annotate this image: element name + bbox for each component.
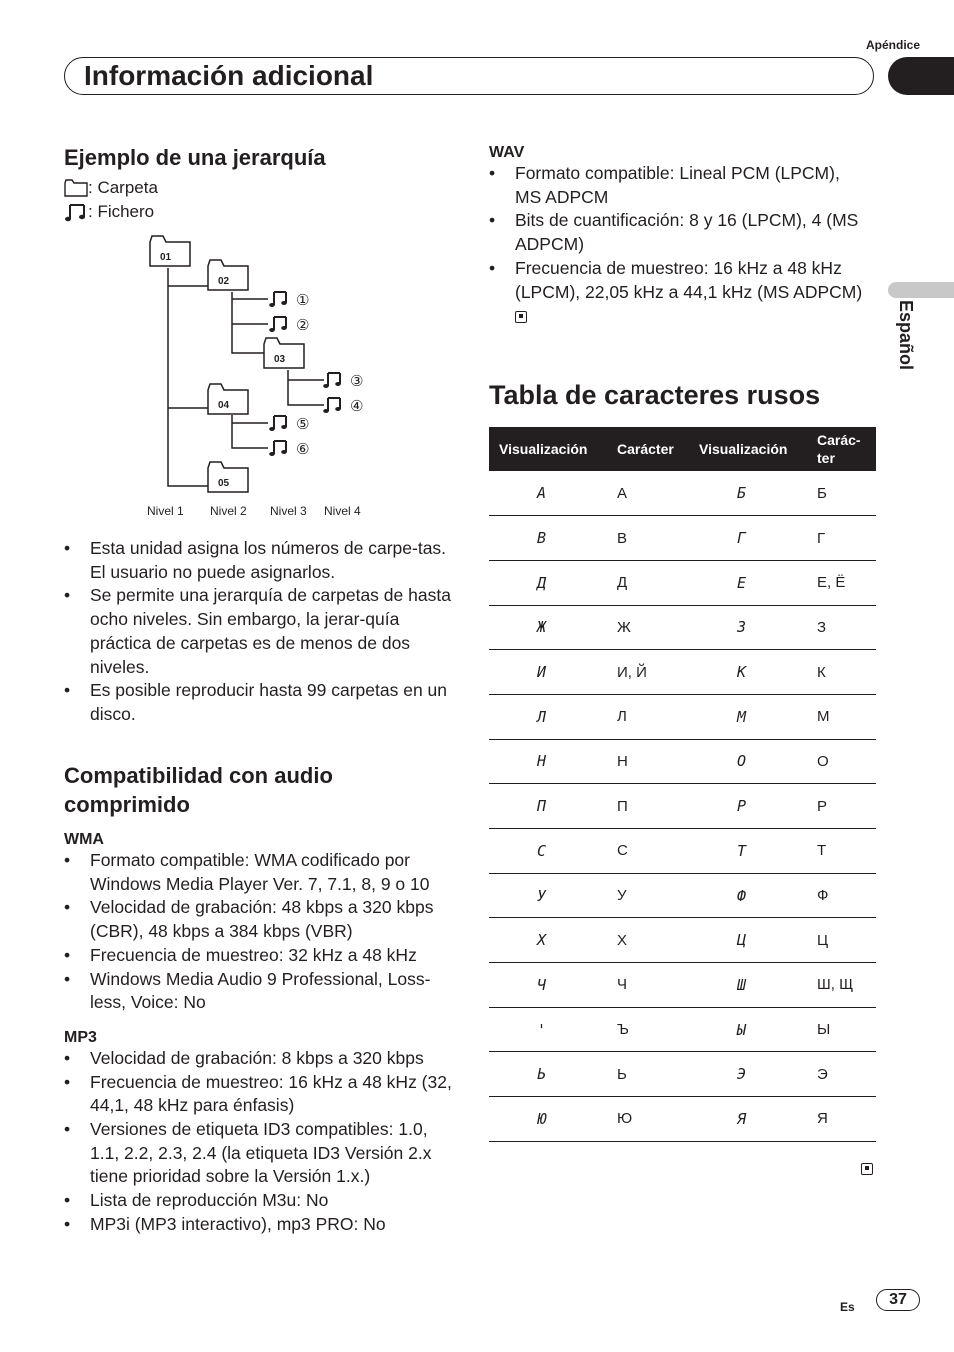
- display-glyph: Б: [689, 471, 807, 516]
- compat-heading: Compatibilidad con audio comprimido: [64, 763, 333, 817]
- list-item: • Esta unidad asigna los números de carpe-tas. El usuario no puede asignarlos.: [64, 537, 454, 584]
- legend-folder: [64, 176, 454, 200]
- display-glyph: И: [489, 650, 607, 695]
- list-item: • Frecuencia de muestreo: 32 kHz a 48 kHz: [64, 944, 454, 968]
- music-note-icon: [64, 202, 88, 222]
- display-glyph: Я: [689, 1097, 807, 1142]
- hierarchy-notes: [64, 537, 454, 727]
- list-item: • Windows Media Audio 9 Professional, Loss-less, Voice: No: [64, 968, 454, 1015]
- list-item: • Versiones de etiqueta ID3 compatibles: 1.0, 1.1, 2.2, 2.3, 2.4 (la etiqueta ID3 Versión 2.x tiene prioridad sobre la Versión 1.x.): [64, 1118, 454, 1189]
- list-item: [489, 257, 869, 328]
- character-cell: Я: [807, 1097, 876, 1142]
- table-row: [489, 1052, 876, 1097]
- list-item: • Es posible reproducir hasta 99 carpetas en un disco.: [64, 679, 454, 726]
- display-glyph: У: [489, 873, 607, 918]
- list-item: • Lista de reproducción M3u: No: [64, 1189, 454, 1213]
- character-cell: Н: [607, 739, 689, 784]
- section-label: Apéndice: [866, 38, 921, 52]
- character-cell: У: [607, 873, 689, 918]
- column-header: Visualización: [689, 427, 807, 471]
- legend-file-text: : Fichero: [88, 202, 155, 221]
- table-row: [489, 963, 876, 1008]
- folder-icon: [64, 179, 88, 197]
- list-item: • Bits de cuantificación: 8 y 16 (LPCM), 4 (MS ADPCM): [489, 209, 869, 256]
- character-cell: Ъ: [607, 1007, 689, 1052]
- display-glyph: Ш: [689, 963, 807, 1008]
- character-cell: П: [607, 784, 689, 829]
- level-label: Nivel 3: [270, 504, 307, 518]
- display-glyph: Ы: [689, 1007, 807, 1052]
- music-note-icon: [269, 415, 309, 433]
- character-cell: С: [607, 829, 689, 874]
- folder-hierarchy-diagram: [140, 232, 380, 522]
- folder-icon: [264, 338, 304, 368]
- display-glyph: П: [489, 784, 607, 829]
- display-glyph: Д: [489, 560, 607, 605]
- display-glyph: Ж: [489, 605, 607, 650]
- level-label: Nivel 4: [324, 504, 361, 518]
- display-glyph: Ч: [489, 963, 607, 1008]
- character-cell: Ш, Щ: [807, 963, 876, 1008]
- list-item: • Velocidad de grabación: 8 kbps a 320 kbps: [64, 1047, 454, 1071]
- mp3-heading: MP3: [64, 1028, 97, 1046]
- folder-icon: [208, 384, 248, 414]
- hierarchy-heading: Ejemplo de una jerarquía: [64, 145, 326, 170]
- display-glyph: E: [689, 560, 807, 605]
- table-row: [489, 560, 876, 605]
- character-cell: К: [807, 650, 876, 695]
- display-glyph: T: [689, 829, 807, 874]
- list-item: • Frecuencia de muestreo: 16 kHz a 48 kHz (32, 44,1, 48 kHz para énfasis): [64, 1071, 454, 1118]
- russian-char-table: [489, 427, 876, 1142]
- folder-number: 03: [274, 354, 286, 365]
- table-row: [489, 650, 876, 695]
- display-glyph: H: [489, 739, 607, 784]
- character-cell: Г: [807, 516, 876, 561]
- wma-heading: WMA: [64, 831, 104, 848]
- display-glyph: Г: [689, 516, 807, 561]
- display-glyph: K: [689, 650, 807, 695]
- folder-icon: [208, 462, 248, 492]
- music-note-icon: [323, 397, 363, 415]
- list-item: • Velocidad de grabación: 48 kbps a 320 kbps (CBR), 48 kbps a 384 kbps (VBR): [64, 896, 454, 943]
- display-glyph: Ф: [689, 873, 807, 918]
- display-glyph: M: [689, 694, 807, 739]
- section-tab: [888, 57, 954, 95]
- legend-folder-text: : Carpeta: [88, 178, 158, 197]
- display-glyph: З: [689, 605, 807, 650]
- display-glyph: Э: [689, 1052, 807, 1097]
- file-number: ③: [350, 372, 364, 390]
- level-label: Nivel 1: [147, 504, 184, 518]
- character-cell: Е, Ё: [807, 560, 876, 605]
- folder-number: 05: [218, 478, 230, 489]
- music-note-icon: [269, 440, 309, 458]
- page-number: 37: [876, 1289, 920, 1311]
- table-row: [489, 471, 876, 516]
- music-note-icon: [269, 291, 309, 309]
- folder-number: 02: [218, 276, 230, 287]
- music-note-icon: [269, 316, 309, 334]
- character-cell: Ж: [607, 605, 689, 650]
- table-row: [489, 516, 876, 561]
- character-cell: И, Й: [607, 650, 689, 695]
- folder-number: 04: [218, 400, 230, 411]
- hierarchy-section: [64, 143, 454, 224]
- level-label: Nivel 2: [210, 504, 247, 518]
- table-row: [489, 1097, 876, 1142]
- character-cell: Х: [607, 918, 689, 963]
- character-cell: Т: [807, 829, 876, 874]
- table-row: [489, 873, 876, 918]
- character-cell: О: [807, 739, 876, 784]
- display-glyph: B: [489, 516, 607, 561]
- table-row: [489, 1007, 876, 1052]
- display-glyph: Ц: [689, 918, 807, 963]
- table-row: [489, 784, 876, 829]
- character-cell: Л: [607, 694, 689, 739]
- table-row: [489, 605, 876, 650]
- display-glyph: Ь: [489, 1052, 607, 1097]
- character-cell: Д: [607, 560, 689, 605]
- display-glyph: P: [689, 784, 807, 829]
- list-item: • Se permite una jerarquía de carpetas de hasta ocho niveles. Sin embargo, la jerar-quía práctica de carpetas es de menos de dos niveles.: [64, 584, 454, 679]
- table-row: [489, 694, 876, 739]
- table-row: [489, 739, 876, 784]
- compat-section: [64, 761, 454, 1237]
- character-cell: А: [607, 471, 689, 516]
- list-item: • MP3i (MP3 interactivo), mp3 PRO: No: [64, 1213, 454, 1237]
- display-glyph: O: [689, 739, 807, 784]
- character-cell: Ц: [807, 918, 876, 963]
- folder-icon: [150, 236, 190, 266]
- table-row: [489, 918, 876, 963]
- character-cell: З: [807, 605, 876, 650]
- file-number: ⑤: [296, 415, 310, 433]
- character-cell: Р: [807, 784, 876, 829]
- column-header: Carácter: [607, 427, 689, 471]
- music-note-icon: [323, 372, 363, 390]
- page-title: Información adicional: [84, 60, 374, 91]
- file-number: ①: [296, 291, 310, 309]
- column-header: Carác-ter: [807, 427, 876, 471]
- character-cell: Ь: [607, 1052, 689, 1097]
- file-number: ⑥: [296, 440, 310, 458]
- character-cell: Ф: [807, 873, 876, 918]
- side-language-label: Español: [896, 300, 916, 371]
- display-glyph: C: [489, 829, 607, 874]
- folder-icon: [208, 260, 248, 290]
- file-number: ④: [350, 397, 364, 415]
- language-tab: [888, 282, 954, 298]
- display-glyph: ': [489, 1007, 607, 1052]
- file-number: ②: [296, 316, 310, 334]
- wav-heading: WAV: [489, 144, 525, 161]
- stop-square-icon: [515, 311, 527, 323]
- character-cell: М: [807, 694, 876, 739]
- character-cell: Ч: [607, 963, 689, 1008]
- folder-number: 01: [160, 252, 172, 263]
- character-cell: Ю: [607, 1097, 689, 1142]
- character-cell: Б: [807, 471, 876, 516]
- list-item: • Formato compatible: WMA codificado por Windows Media Player Ver. 7, 7.1, 8, 9 o 10: [64, 849, 454, 896]
- language-code: Es: [840, 1300, 855, 1314]
- list-item-text: Frecuencia de muestreo: 16 kHz a 48 kHz (LPCM), 22,05 kHz a 44,1 kHz (MS ADPCM): [515, 257, 863, 302]
- wav-section: [489, 144, 869, 328]
- table-heading: Tabla de caracteres rusos: [489, 380, 821, 410]
- display-glyph: Ю: [489, 1097, 607, 1142]
- display-glyph: Л: [489, 694, 607, 739]
- stop-square-icon: [861, 1163, 873, 1175]
- character-cell: Э: [807, 1052, 876, 1097]
- list-item: • Formato compatible: Lineal PCM (LPCM), MS ADPCM: [489, 162, 869, 209]
- character-cell: Ы: [807, 1007, 876, 1052]
- legend-file: [64, 200, 454, 224]
- display-glyph: X: [489, 918, 607, 963]
- character-cell: В: [607, 516, 689, 561]
- display-glyph: A: [489, 471, 607, 516]
- column-header: Visualización: [489, 427, 607, 471]
- table-row: [489, 829, 876, 874]
